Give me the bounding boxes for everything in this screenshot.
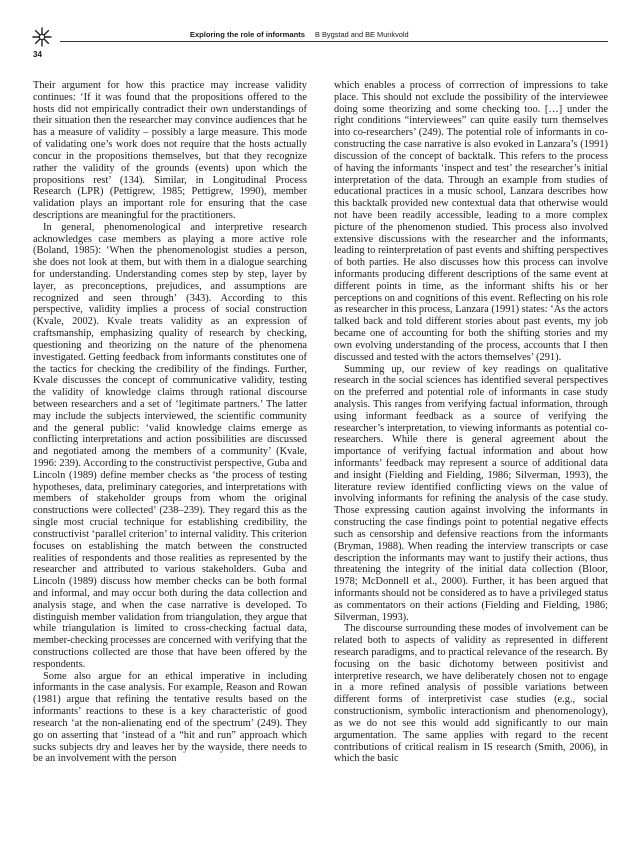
text-column-right <box>334 80 608 830</box>
paragraph: In general, phenomenological and interpretive research acknowledges case members as playing a more active role (Boland, 1985): ‘When the phenomenologist studies a person, she does not look at them, but with them in a dialogue searching for understanding. Understanding comes step by step, layer by layer, as preconceptions, prejudices, and assumptions are recognized and seen through’ (343). According to this perspective, validity implies a process of social construction (Kvale, 2002). Kvale treats validity as an expression of craftsmanship, emphasizing quality of research by checking, questioning and theorizing on the nature of the phenomena investigated. Getting feedback from informants constitutes one of the tactics for checking the credibility of the findings. Further, Kvale discusses the concept of communicative validity, testing the validity of knowledge claims through rational discourse between researchers and a set of ‘legitimate partners.’ The latter may include the subjects interviewed, the scientific community and the general public: ‘valid knowledge claims emerge as conflicting interpretations and action possibilities are discussed and negotiated among the members of a community’ (Kvale, 1996: 239). According to the constructivist perspective, Guba and Lincoln (1989) define member checks as ‘the process of testing hypotheses, data, preliminary categories, and interpretations with members of stakeholder groups from whom the original constructions were collected’ (238–239). They regard this as the single most crucial technique for establishing credibility, the constructivist ‘parallel criterion’ to internal validity. This criterion focuses on establishing the match between the constructed realities of respondents and those realities as represented by the researcher and attributed to various stakeholders. Guba and Lincoln (1989) discuss how member checks can be both formal and informal, and may occur both during the data collection and analysis stage, and when the case narrative is developed. To distinguish member validation from triangulation, they argue that while triangulation is limited to cross-checking factual data, member-checking processes are concerned with verifying that the constructions collected are those that have been offered by the respondents. <box>33 221 307 670</box>
running-title: Exploring the role of informants <box>189 30 305 39</box>
header-rule <box>60 41 608 42</box>
paragraph: Summing up, our review of key readings on qualitative research in the social sciences has identified several perspectives on the preferred and potential role of informants in case study analysis. This ranges from verifying factual information, through using informant feedback as a source of verifying the researcher’s interpretation, to viewing informants as potential co-researchers. While there is general agreement about the importance of verifying factual information and about how informants’ feedback may represent a source of additional data and insight (Fielding and Fielding, 1986; Silverman, 1993), the literature review identified conflicting views on the value of involving informants for refining the analysis of the case study. Those expressing caution against involving the informants in constructing the case findings point to potential negative effects such as censorship and defensive reactions from the informants (Bryman, 1988). When reading the interview transcripts or case description the informants may want to justify their actions, thus threatening the integrity of the initial data collection (Bloor, 1978; McDonnell et al., 2000). Further, it has been argued that informants should not be considered as to have a privileged status as commentators on their actions (Fielding and Fielding, 1986; Silverman, 1993). <box>334 363 608 623</box>
page-number: 34 <box>33 50 42 59</box>
running-authors: B Bygstad and BE Munkvold <box>315 30 409 39</box>
paragraph: which enables a process of corrrection of impressions to take place. This should not exclude the possibility of the interviewee doing some theorizing and some checking too. […] under the right conditions “interviewees” can quite easily turn themselves into co-researchers’ (249). The potential role of informants in co-constructing the case narrative is also evoked in Lanzara’s (1991) discussion of the concept of backtalk. This refers to the process of having the informants ‘inspect and test’ the researcher’s initial interpretation of the data. Through an example from studies of educational practices in a music school, Lanzara describes how this backtalk provided new contextual data that otherwise would not have been readily accessible, leading to a more complex picture of the phenomenon studied. This process also involved extensive discussions with the researcher and the informants, leading to reinterpretation of past events and shifting perspectives of both parties. He also discusses how this process can involve informants producing different descriptions of the same event at different points in time, as the informant shifts his or her perceptions on and cognitions of this event. Reflecting on his role as researcher in this process, Lanzara (1991) states: ‘As the actors talked back and told different stories about past events, my job became one of accounting for both the shifting stories and my own evolving understanding of the process, accounts that I then discussed and tested with the actors themselves’ (291). <box>334 80 608 363</box>
paragraph: Some also argue for an ethical imperative in including informants in the case analysis. For example, Reason and Rowan (1981) argue that refining the tentative results based on the informants’ reactions to these is a key characteristic of good research ‘at the non-alienating end of the spectrum’ (249). They go on asserting that ‘instead of a “hit and run” approach which sucks subjects dry and leaves her by the wayside, there needs to be an involvement with the person <box>33 670 307 765</box>
paragraph: The discourse surrounding these modes of involvement can be related both to aspects of validity as represented in different research paradigms, and to practical relevance of the research. By focusing on the basic dichotomy between positivist and interpretive research, we have deliberately chosen not to engage in a more refined analysis of possible variations between different forms of interpretivist case studies (e.g., social constructionism, symbolic interactionism and phenomenology), as we do not see this would add significantly to our main argumentation. The same applies with regard to the recent contributions of critical realism in IS research (Smith, 2006), in which the basic <box>334 623 608 765</box>
publisher-logo-icon <box>32 27 52 47</box>
paragraph: Their argument for how this practice may increase validity continues: ‘If it was found that the propositions offered to the hosts did not empirically contradict their own understandings of their situation then the researcher may convince audiences that he has a measure of validity – possibly a large measure. This mode of validating one’s work does not require that the hosts actually concur in the propositions themselves, but that they recognize rather the validity of the grounds (events) upon which the propositions rest’ (134). Similar, in Longitudinal Process Research (LPR) (Pettigrew, 1985; Pettigrew, 1990), member validation plays an important role for ensuring that the case descriptions are meaningful for the practitioners. <box>33 80 307 221</box>
text-column-left <box>33 80 307 830</box>
